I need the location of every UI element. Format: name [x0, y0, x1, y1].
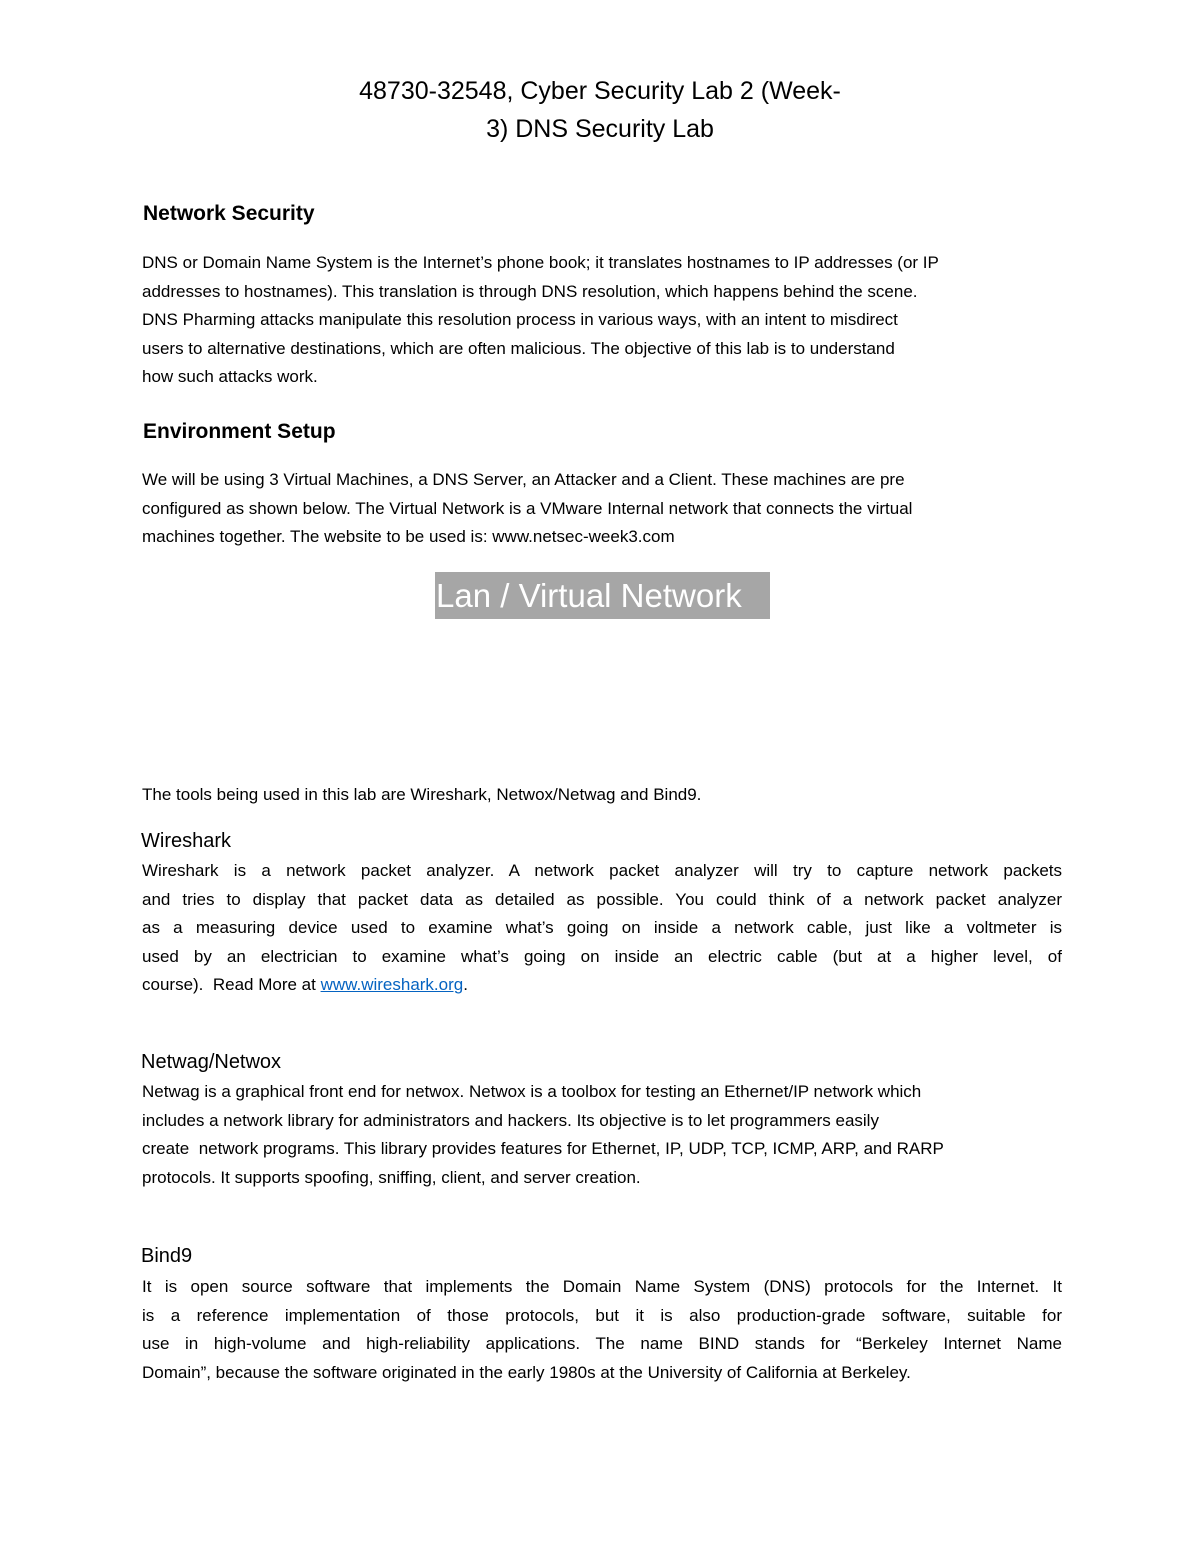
title-line-1: 48730-32548, Cyber Security Lab 2 (Week- — [359, 77, 841, 105]
paragraph-line: DNS or Domain Name System is the Internet’s phone book; it translates hostnames to IP addresses (or IP — [142, 253, 939, 272]
paragraph-line: how such attacks work. — [142, 367, 318, 387]
paragraph-line: create network programs. This library provides features for Ethernet, IP, UDP, TCP, ICMP, ARP, and RARP — [142, 1139, 944, 1159]
document-title — [0, 72, 1200, 148]
read-more-text: course). Read More at — [142, 975, 321, 995]
paragraph-line: machines together. The website to be used is: www.netsec-week3.com — [142, 527, 675, 547]
paragraph-line: The tools being used in this lab are Wireshark, Netwox/Netwag and Bind9. — [142, 785, 702, 804]
heading-environment-setup: Environment Setup — [143, 420, 336, 443]
paragraph-line: use in high-volume and high-reliability applications. The name BIND stands for “Berkeley Internet Name — [142, 1334, 1062, 1354]
paragraph-line: is a reference implementation of those protocols, but it is also production-grade software, suitable for — [142, 1305, 1062, 1325]
paragraph-bind9 — [142, 1273, 1062, 1387]
paragraph-line: as a measuring device used to examine what’s going on inside a network cable, just like a voltmeter is — [142, 918, 1062, 938]
paragraph-line: and tries to display that packet data as detailed as possible. You could think of a network packet analyzer — [142, 889, 1062, 909]
paragraph-line-last — [142, 971, 1062, 1000]
paragraph-network-security — [142, 249, 1062, 392]
paragraph-line: DNS Pharming attacks manipulate this resolution process in various ways, with an intent to misdirect — [142, 310, 898, 330]
heading-netwag-netwox: Netwag/Netwox — [141, 1051, 282, 1073]
paragraph-tools-intro — [142, 781, 1062, 810]
paragraph-line: Netwag is a graphical front end for netwox. Netwox is a toolbox for testing an Ethernet/IP network which — [142, 1082, 922, 1101]
paragraph-environment-setup — [142, 466, 1062, 552]
heading-bind9: Bind9 — [141, 1245, 193, 1267]
paragraph-line: addresses to hostnames). This translation is through DNS resolution, which happens behind the scene. — [142, 281, 918, 301]
paragraph-line-last: Domain”, because the software originated in the early 1980s at the University of California at Berkeley. — [142, 1362, 911, 1382]
paragraph-wireshark — [142, 857, 1062, 1000]
lan-virtual-network-label: Lan / Virtual Network — [435, 572, 770, 619]
heading-wireshark: Wireshark — [141, 830, 232, 852]
paragraph-line: We will be using 3 Virtual Machines, a DNS Server, an Attacker and a Client. These machines are pre — [142, 470, 905, 489]
heading-network-security: Network Security — [143, 202, 315, 225]
paragraph-line: users to alternative destinations, which are often malicious. The objective of this lab is to understand — [142, 338, 895, 358]
paragraph-line: It is open source software that implements the Domain Name System (DNS) protocols for the Internet. It — [142, 1277, 1062, 1296]
paragraph-line: Wireshark is a network packet analyzer. A network packet analyzer will try to capture network packets — [142, 861, 1062, 880]
paragraph-line: protocols. It supports spoofing, sniffing, client, and server creation. — [142, 1167, 641, 1187]
paragraph-netwag — [142, 1078, 1062, 1192]
paragraph-line: includes a network library for administrators and hackers. Its objective is to let programmers easily — [142, 1110, 879, 1130]
paragraph-line: used by an electrician to examine what’s going on inside an electric cable (but at a higher level, of — [142, 946, 1062, 966]
paragraph-line: configured as shown below. The Virtual Network is a VMware Internal network that connects the virtual — [142, 498, 913, 518]
title-line-2: 3) DNS Security Lab — [486, 115, 714, 143]
period-text: . — [463, 975, 468, 995]
wireshark-link[interactable]: www.wireshark.org — [320, 975, 464, 995]
